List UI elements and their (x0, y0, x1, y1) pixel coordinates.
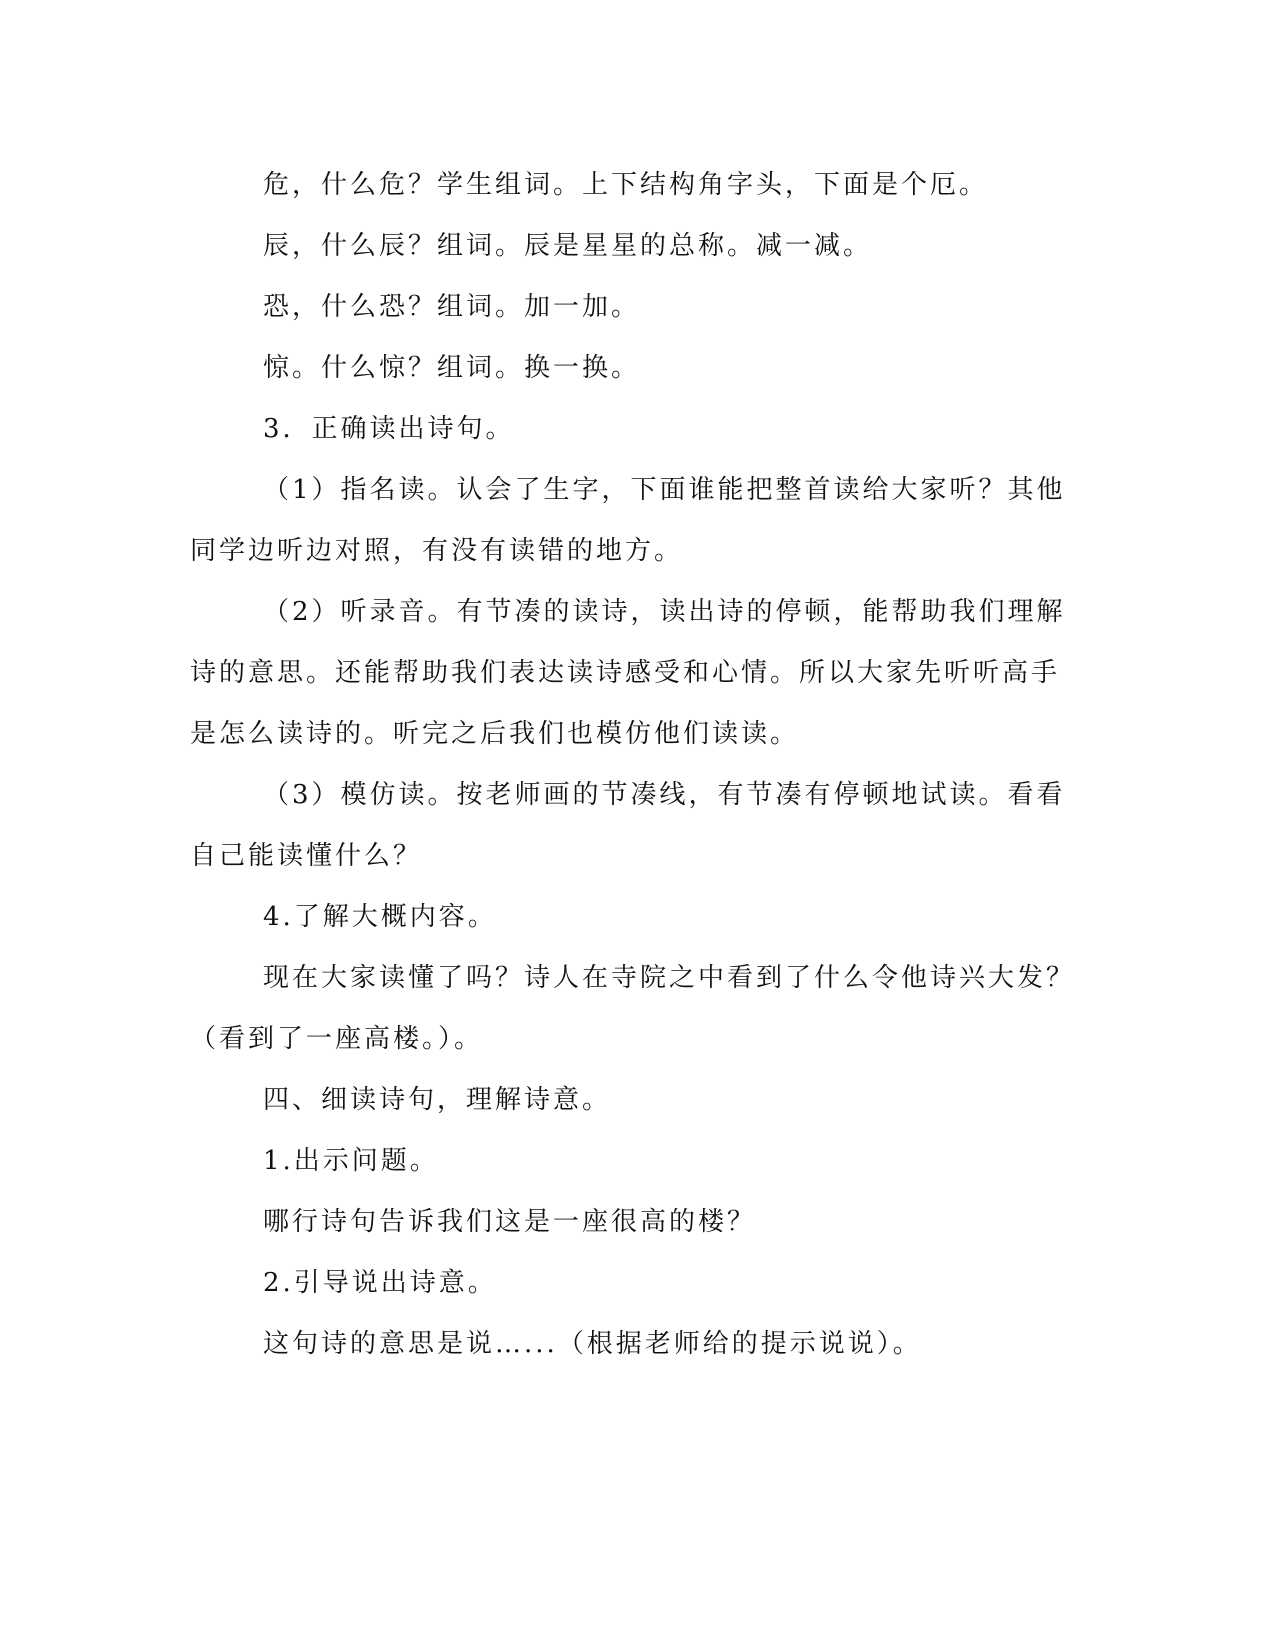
text-line-13: 4.了解大概内容。 (263, 902, 497, 932)
text-line-10: 是怎么读诗的。听完之后我们也模仿他们读读。 (190, 719, 800, 749)
text-line-16: 四、细读诗句，理解诗意。 (263, 1085, 612, 1115)
text-line-20: 这句诗的意思是说…...（根据老师给的提示说说）。 (263, 1329, 922, 1359)
text-line-6: （1）指名读。认会了生字，下面谁能把整首读给大家听？其他 (263, 475, 1066, 505)
text-line-15: （看到了一座高楼。）。 (190, 1024, 484, 1054)
text-line-17: 1.出示问题。 (263, 1146, 439, 1176)
text-line-3: 恐，什么恐？组词。加一加。 (263, 292, 641, 322)
text-line-14: 现在大家读懂了吗？诗人在寺院之中看到了什么令他诗兴大发？ (263, 963, 1076, 993)
text-line-9: 诗的意思。还能帮助我们表达读诗感受和心情。所以大家先听听高手 (190, 658, 1061, 688)
text-line-11: （3）模仿读。按老师画的节凑线，有节凑有停顿地试读。看看 (263, 780, 1066, 810)
text-line-2: 辰，什么辰？组词。辰是星星的总称。减一减。 (263, 231, 873, 261)
text-line-19: 2.引导说出诗意。 (263, 1268, 497, 1298)
text-line-7: 同学边听边对照，有没有读错的地方。 (190, 536, 684, 566)
document-body (190, 155, 1076, 1375)
text-line-12: 自己能读懂什么？ (190, 841, 423, 871)
text-line-5: 3．正确读出诗句。 (263, 414, 515, 444)
text-line-8: （2）听录音。有节凑的读诗，读出诗的停顿，能帮助我们理解 (263, 597, 1066, 627)
text-line-4: 惊。什么惊？组词。换一换。 (263, 353, 641, 383)
text-line-18: 哪行诗句告诉我们这是一座很高的楼？ (263, 1207, 757, 1237)
text-line-1: 危，什么危？学生组词。上下结构角字头，下面是个厄。 (263, 170, 989, 200)
